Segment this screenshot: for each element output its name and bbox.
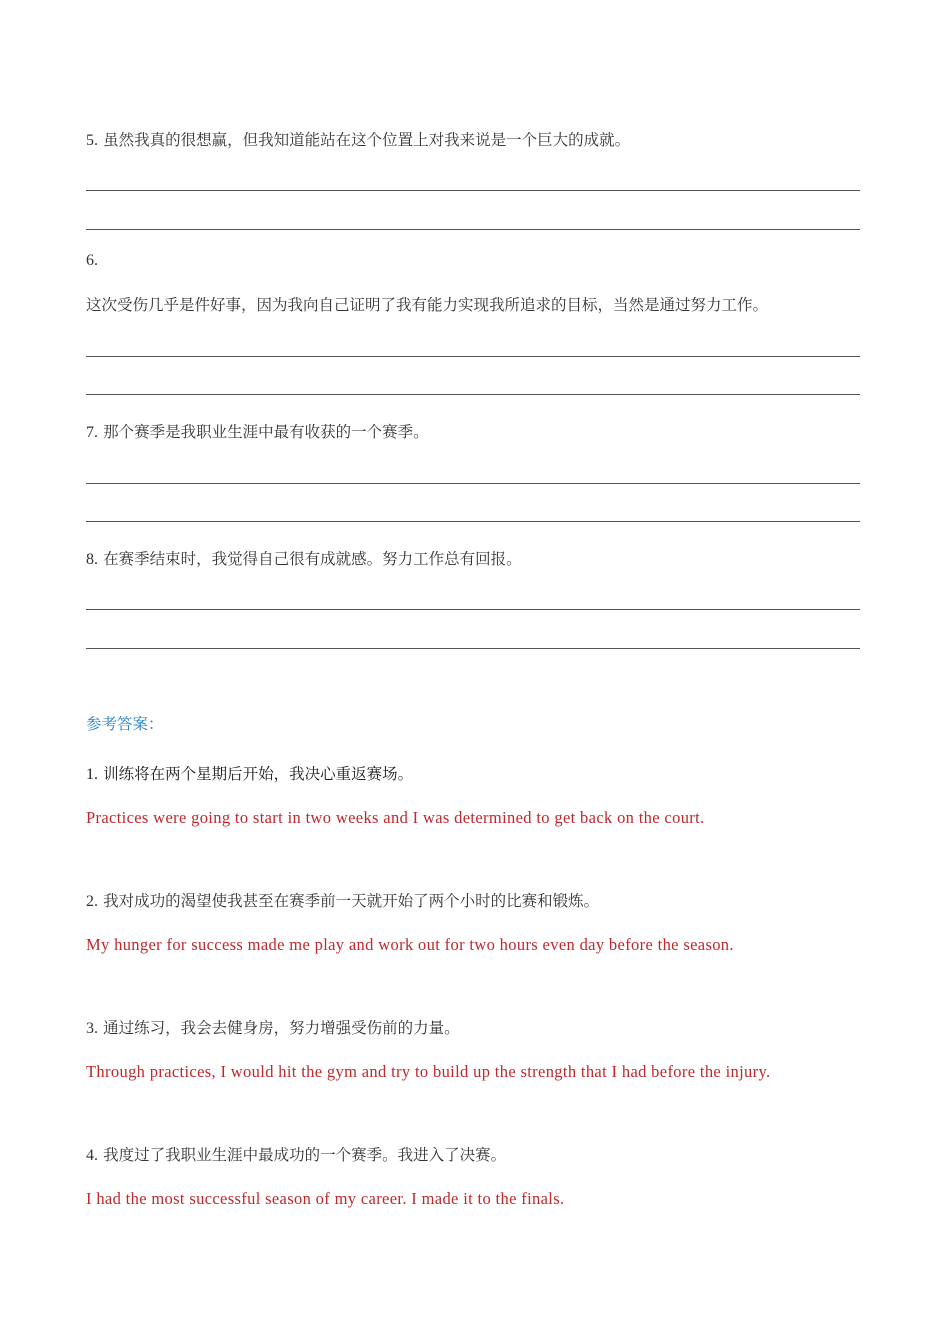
answer-question-text: 我对成功的渴望使我甚至在赛季前一天就开始了两个小时的比赛和锻炼。 (103, 892, 600, 910)
answer-line (86, 648, 860, 649)
answer-item-3 (86, 1017, 866, 1040)
answer-line (86, 521, 860, 522)
answer-question-text: 通过练习，我会去健身房，努力增强受伤前的力量。 (103, 1019, 460, 1037)
exercise-text: 在赛季结束时，我觉得自己很有成就感。努力工作总有回报。 (103, 550, 522, 568)
answer-line (86, 190, 860, 191)
answer-translation-4: I had the most successful season of my career. I made it to the finals. (86, 1189, 565, 1208)
exercise-6-number-line (86, 249, 866, 272)
exercise-number: 8. (86, 551, 98, 568)
answer-number: 4. (86, 1147, 98, 1164)
exercise-8 (86, 548, 866, 571)
answer-translation-1: Practices were going to start in two weeks and I was determined to get back on the court. (86, 808, 705, 827)
exercise-number: 5. (86, 132, 98, 149)
answer-translation-2: My hunger for success made me play and work out for two hours even day before the season. (86, 935, 734, 954)
answer-line (86, 609, 860, 610)
answer-number: 1. (86, 766, 98, 783)
answer-question-text: 我度过了我职业生涯中最成功的一个赛季。我进入了决赛。 (103, 1146, 507, 1164)
answer-line (86, 483, 860, 484)
exercise-6 (86, 294, 866, 316)
exercise-number: 7. (86, 424, 98, 441)
answer-translation-3: Through practices, I would hit the gym and try to build up the strength that I had before the injury. (86, 1062, 771, 1081)
exercise-7 (86, 421, 866, 444)
exercise-text: 虽然我真的很想赢，但我知道能站在这个位置上对我来说是一个巨大的成就。 (103, 131, 631, 149)
answer-item-1 (86, 763, 866, 786)
answer-number: 3. (86, 1020, 98, 1037)
exercise-text: 那个赛季是我职业生涯中最有收获的一个赛季。 (103, 423, 429, 441)
answer-line (86, 394, 860, 395)
answer-item-2 (86, 890, 866, 913)
answer-question-text: 训练将在两个星期后开始，我决心重返赛场。 (103, 765, 414, 783)
answer-line (86, 356, 860, 357)
answer-number: 2. (86, 893, 98, 910)
exercise-5 (86, 129, 866, 152)
answer-line (86, 229, 860, 230)
answer-item-4 (86, 1144, 866, 1167)
answer-key-title: 参考答案： (86, 715, 164, 733)
exercise-text: 这次受伤几乎是件好事，因为我向自己证明了我有能力实现我所追求的目标，当然是通过努力工作。 (86, 296, 769, 314)
exercise-number: 6. (86, 252, 98, 269)
